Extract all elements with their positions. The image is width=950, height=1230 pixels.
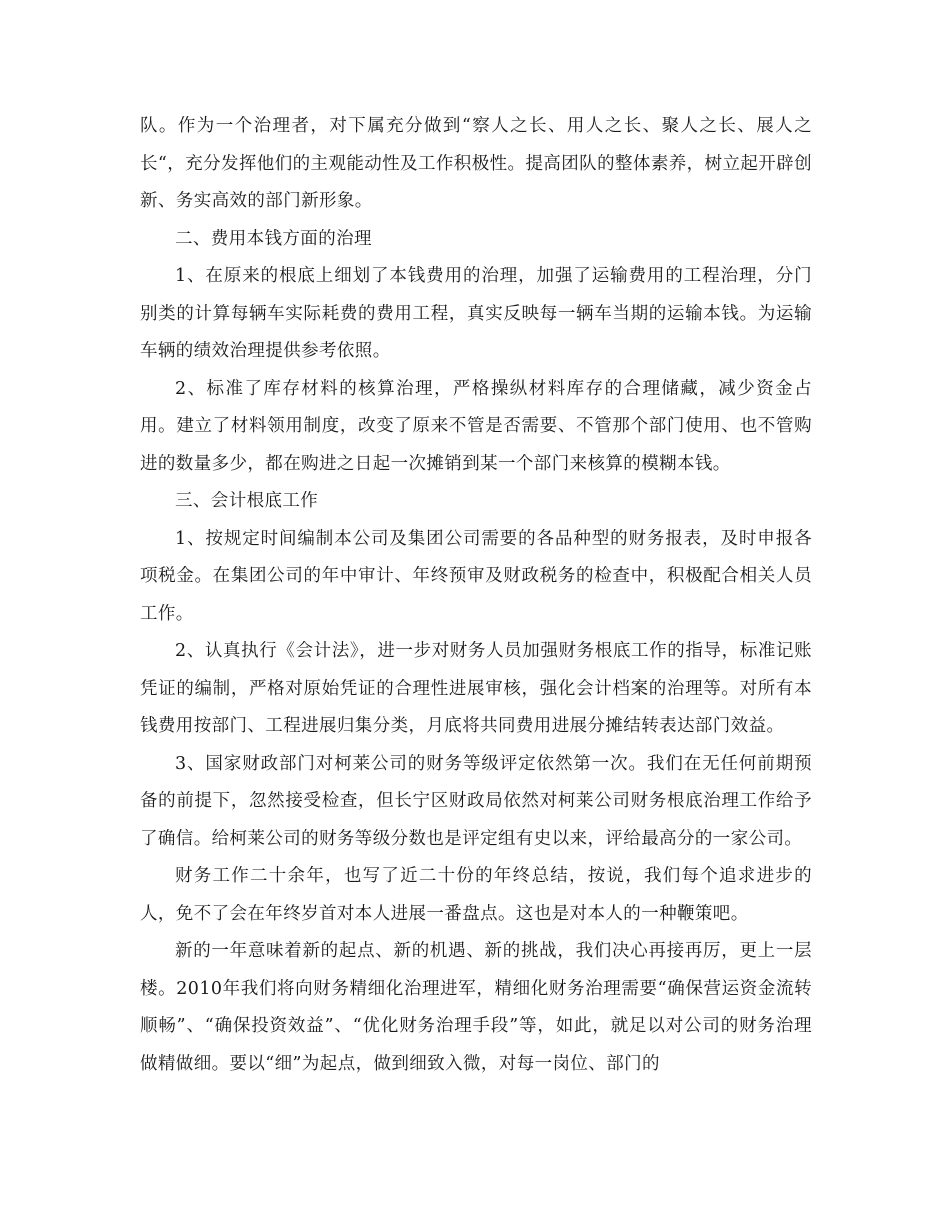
section-heading-cost-management: 二、费用本钱方面的治理 bbox=[175, 228, 372, 249]
paragraph-cost-item-1: 1、在原来的根底上细划了本钱费用的治理，加强了运输费用的工程治理，分门别类的计算每辆车实际耗费的费用工程，真实反映每一辆车当期的运输本钱。为运输车辆的绩效治理提供参考依照。 bbox=[140, 266, 812, 361]
document-body bbox=[140, 108, 812, 1083]
paragraph-accounting-item-1: 1、按规定时间编制本公司及集团公司需要的各品种型的财务报表，及时申报各项税金。在集团公司的年中审计、年终预审及财政税务的检查中，积极配合相关人员工作。 bbox=[140, 528, 812, 624]
paragraph-accounting-item-2: 2、认真执行《会计法》，进一步对财务人员加强财务根底工作的指导，标准记账凭证的编制，严格对原始凭证的合理性进展审核，强化会计档案的治理等。对所有本钱费用按部门、工程进展归集分类，月底将共同费用进展分摊结转表达部门效益。 bbox=[140, 641, 812, 736]
paragraph-new-year-plan: 新的一年意味着新的起点、新的机遇、新的挑战，我们决心再接再厉，更上一层楼。2010年我们将向财务精细化治理进军，精细化财务治理需要“确保营运资金流转顺畅”、“确保投资效益”、“优化财务治理手段”等，如此，就足以对公司的财务治理做精做细。要以“细”为起点，做到细致入微，对每一岗位、部门的 bbox=[140, 941, 812, 1074]
paragraph-cost-item-2: 2、标准了库存材料的核算治理，严格操纵材料库存的合理储藏，减少资金占用。建立了材料领用制度，改变了原来不管是否需要、不管那个部门使用、也不管购进的数量多少，都在购进之日起一次摊销到某一个部门来核算的模糊本钱。 bbox=[140, 378, 812, 474]
section-heading-accounting-basics: 三、会计根底工作 bbox=[175, 491, 319, 511]
paragraph-reflection: 财务工作二十余年，也写了近二十份的年终总结，按说，我们每个追求进步的人，免不了会在年终岁首对本人进展一番盘点。这也是对本人的一种鞭策吧。 bbox=[140, 866, 812, 924]
paragraph-accounting-item-3: 3、国家财政部门对柯莱公司的财务等级评定依然第一次。我们在无任何前期预备的前提下，忽然接受检查，但长宁区财政局依然对柯莱公司财务根底治理工作给予了确信。给柯莱公司的财务等级分数也是评定组有史以来，评给最高分的一家公司。 bbox=[140, 753, 812, 849]
paragraph-1: 队。作为一个治理者，对下属充分做到“察人之长、用人之长、聚人之长、展人之长“，充分发挥他们的主观能动性及工作积极性。提高团队的整体素养，树立起开辟创新、务实高效的部门新形象。 bbox=[140, 116, 812, 211]
